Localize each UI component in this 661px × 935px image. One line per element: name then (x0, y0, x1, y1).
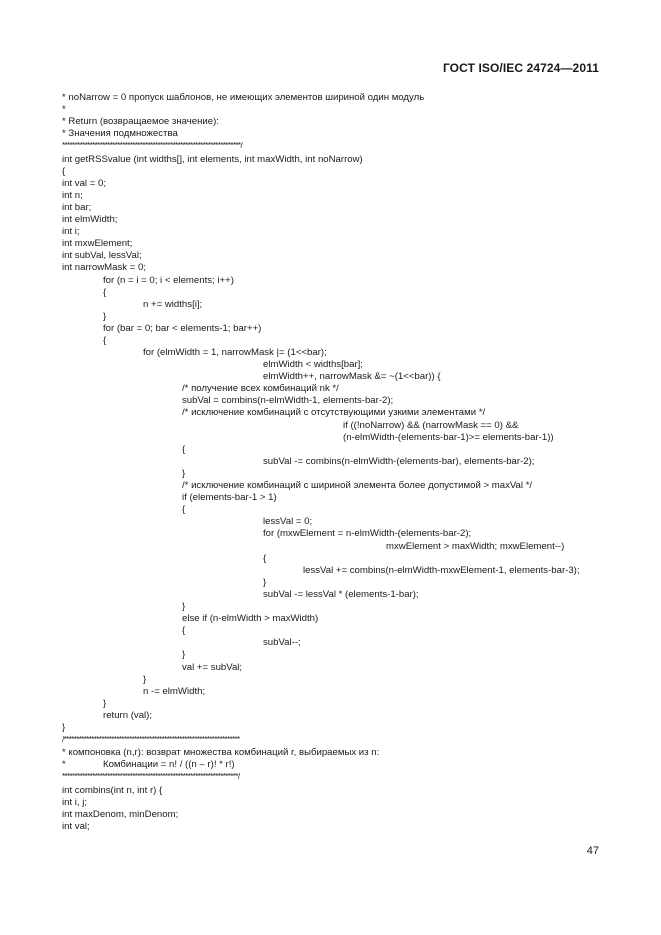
code-line: **********************************************************************/ (62, 772, 240, 781)
code-line: elmWidth < widths[bar]; (263, 359, 363, 370)
code-line: (n-elmWidth-(elements-bar-1)>= elements-bar-1)) (343, 432, 554, 443)
code-line: if (elements-bar-1 > 1) (182, 492, 277, 503)
code-line: * компоновка (n,r): возврат множества комбинаций r, выбираемых из n: (62, 747, 380, 758)
code-line: mxwElement > maxWidth; mxwElement--) (386, 541, 565, 552)
code-line: } (143, 674, 147, 685)
code-line: int narrowMask = 0; (62, 262, 146, 273)
code-line: for (elmWidth = 1, narrowMask |= (1<<bar); (143, 347, 327, 358)
page-number: 47 (586, 845, 599, 857)
code-line: n += widths[i]; (143, 299, 203, 310)
code-line: { (62, 166, 66, 177)
code-line: for (n = i = 0; i < elements; i++) (103, 275, 234, 286)
code-line: subVal -= lessVal * (elements-1-bar); (263, 589, 419, 600)
code-line: /* исключение комбинаций с отсутствующими узкими элементами */ (182, 407, 486, 418)
code-line: subVal = combins(n-elmWidth-1, elements-bar-2); (182, 395, 394, 406)
code-line: * Return (возвращаемое значение): (62, 116, 219, 127)
code-line: { (103, 287, 107, 298)
code-line: for (mxwElement = n-elmWidth-(elements-bar-2); (263, 528, 472, 539)
code-line: int combins(int n, int r) { (62, 785, 163, 796)
code-line: int n; (62, 190, 83, 201)
code-line: { (103, 335, 107, 346)
code-line: int i, j; (62, 797, 88, 808)
code-line: { (182, 444, 186, 455)
code-line: int elmWidth; (62, 214, 118, 225)
code-line: { (182, 504, 186, 515)
code-line: int bar; (62, 202, 92, 213)
code-line: int subVal, lessVal; (62, 250, 142, 261)
code-line: } (62, 722, 66, 733)
code-line: int getRSSvalue (int widths[], int elements, int maxWidth, int noNarrow) (62, 154, 363, 165)
code-line: subVal--; (263, 637, 301, 648)
document-header: ГОСТ ISO/IEC 24724—2011 (442, 61, 599, 75)
code-line: int maxDenom, minDenom; (62, 809, 179, 820)
code-line: return (val); (103, 710, 153, 721)
code-line: else if (n-elmWidth > maxWidth) (182, 613, 319, 624)
code-line: } (182, 468, 186, 479)
code-line: Комбинации = n! / ((n – r)! * r!) (103, 759, 235, 770)
code-line: elmWidth++, narrowMask &= ~(1<<bar)) { (263, 371, 441, 382)
code-line: n -= elmWidth; (143, 686, 206, 697)
code-line: lessVal += combins(n-elmWidth-mxwElement-1, elements-bar-3); (303, 565, 580, 576)
code-line: val += subVal; (182, 662, 243, 673)
code-line: } (182, 601, 186, 612)
code-line: /* получение всех комбинаций nk */ (182, 383, 339, 394)
code-line: subVal -= combins(n-elmWidth-(elements-bar), elements-bar-2); (263, 456, 535, 467)
code-line: /********************************************************************** (62, 735, 240, 744)
code-line: /* исключение комбинаций с шириной элемента более допустимой > maxVal */ (182, 480, 533, 491)
code-line: } (103, 311, 107, 322)
code-line: int i; (62, 226, 80, 237)
code-line: } (263, 577, 267, 588)
code-line: int val = 0; (62, 178, 106, 189)
code-line: int val; (62, 821, 90, 832)
code-line: lessVal = 0; (263, 516, 313, 527)
code-line: * (62, 104, 66, 115)
code-line: * noNarrow = 0 пропуск шаблонов, не имеющих элементов шириной один модуль (62, 92, 425, 103)
code-line: ***********************************************************************/ (62, 141, 243, 150)
code-line: for (bar = 0; bar < elements-1; bar++) (103, 323, 262, 334)
code-line: } (103, 698, 107, 709)
code-line: int mxwElement; (62, 238, 133, 249)
code-line: * Значения подмножества (62, 128, 178, 139)
code-line: } (182, 649, 186, 660)
code-line: * (62, 759, 66, 770)
code-line: { (263, 553, 267, 564)
code-line: { (182, 625, 186, 636)
code-line: if ((!noNarrow) && (narrowMask == 0) && (343, 420, 519, 431)
